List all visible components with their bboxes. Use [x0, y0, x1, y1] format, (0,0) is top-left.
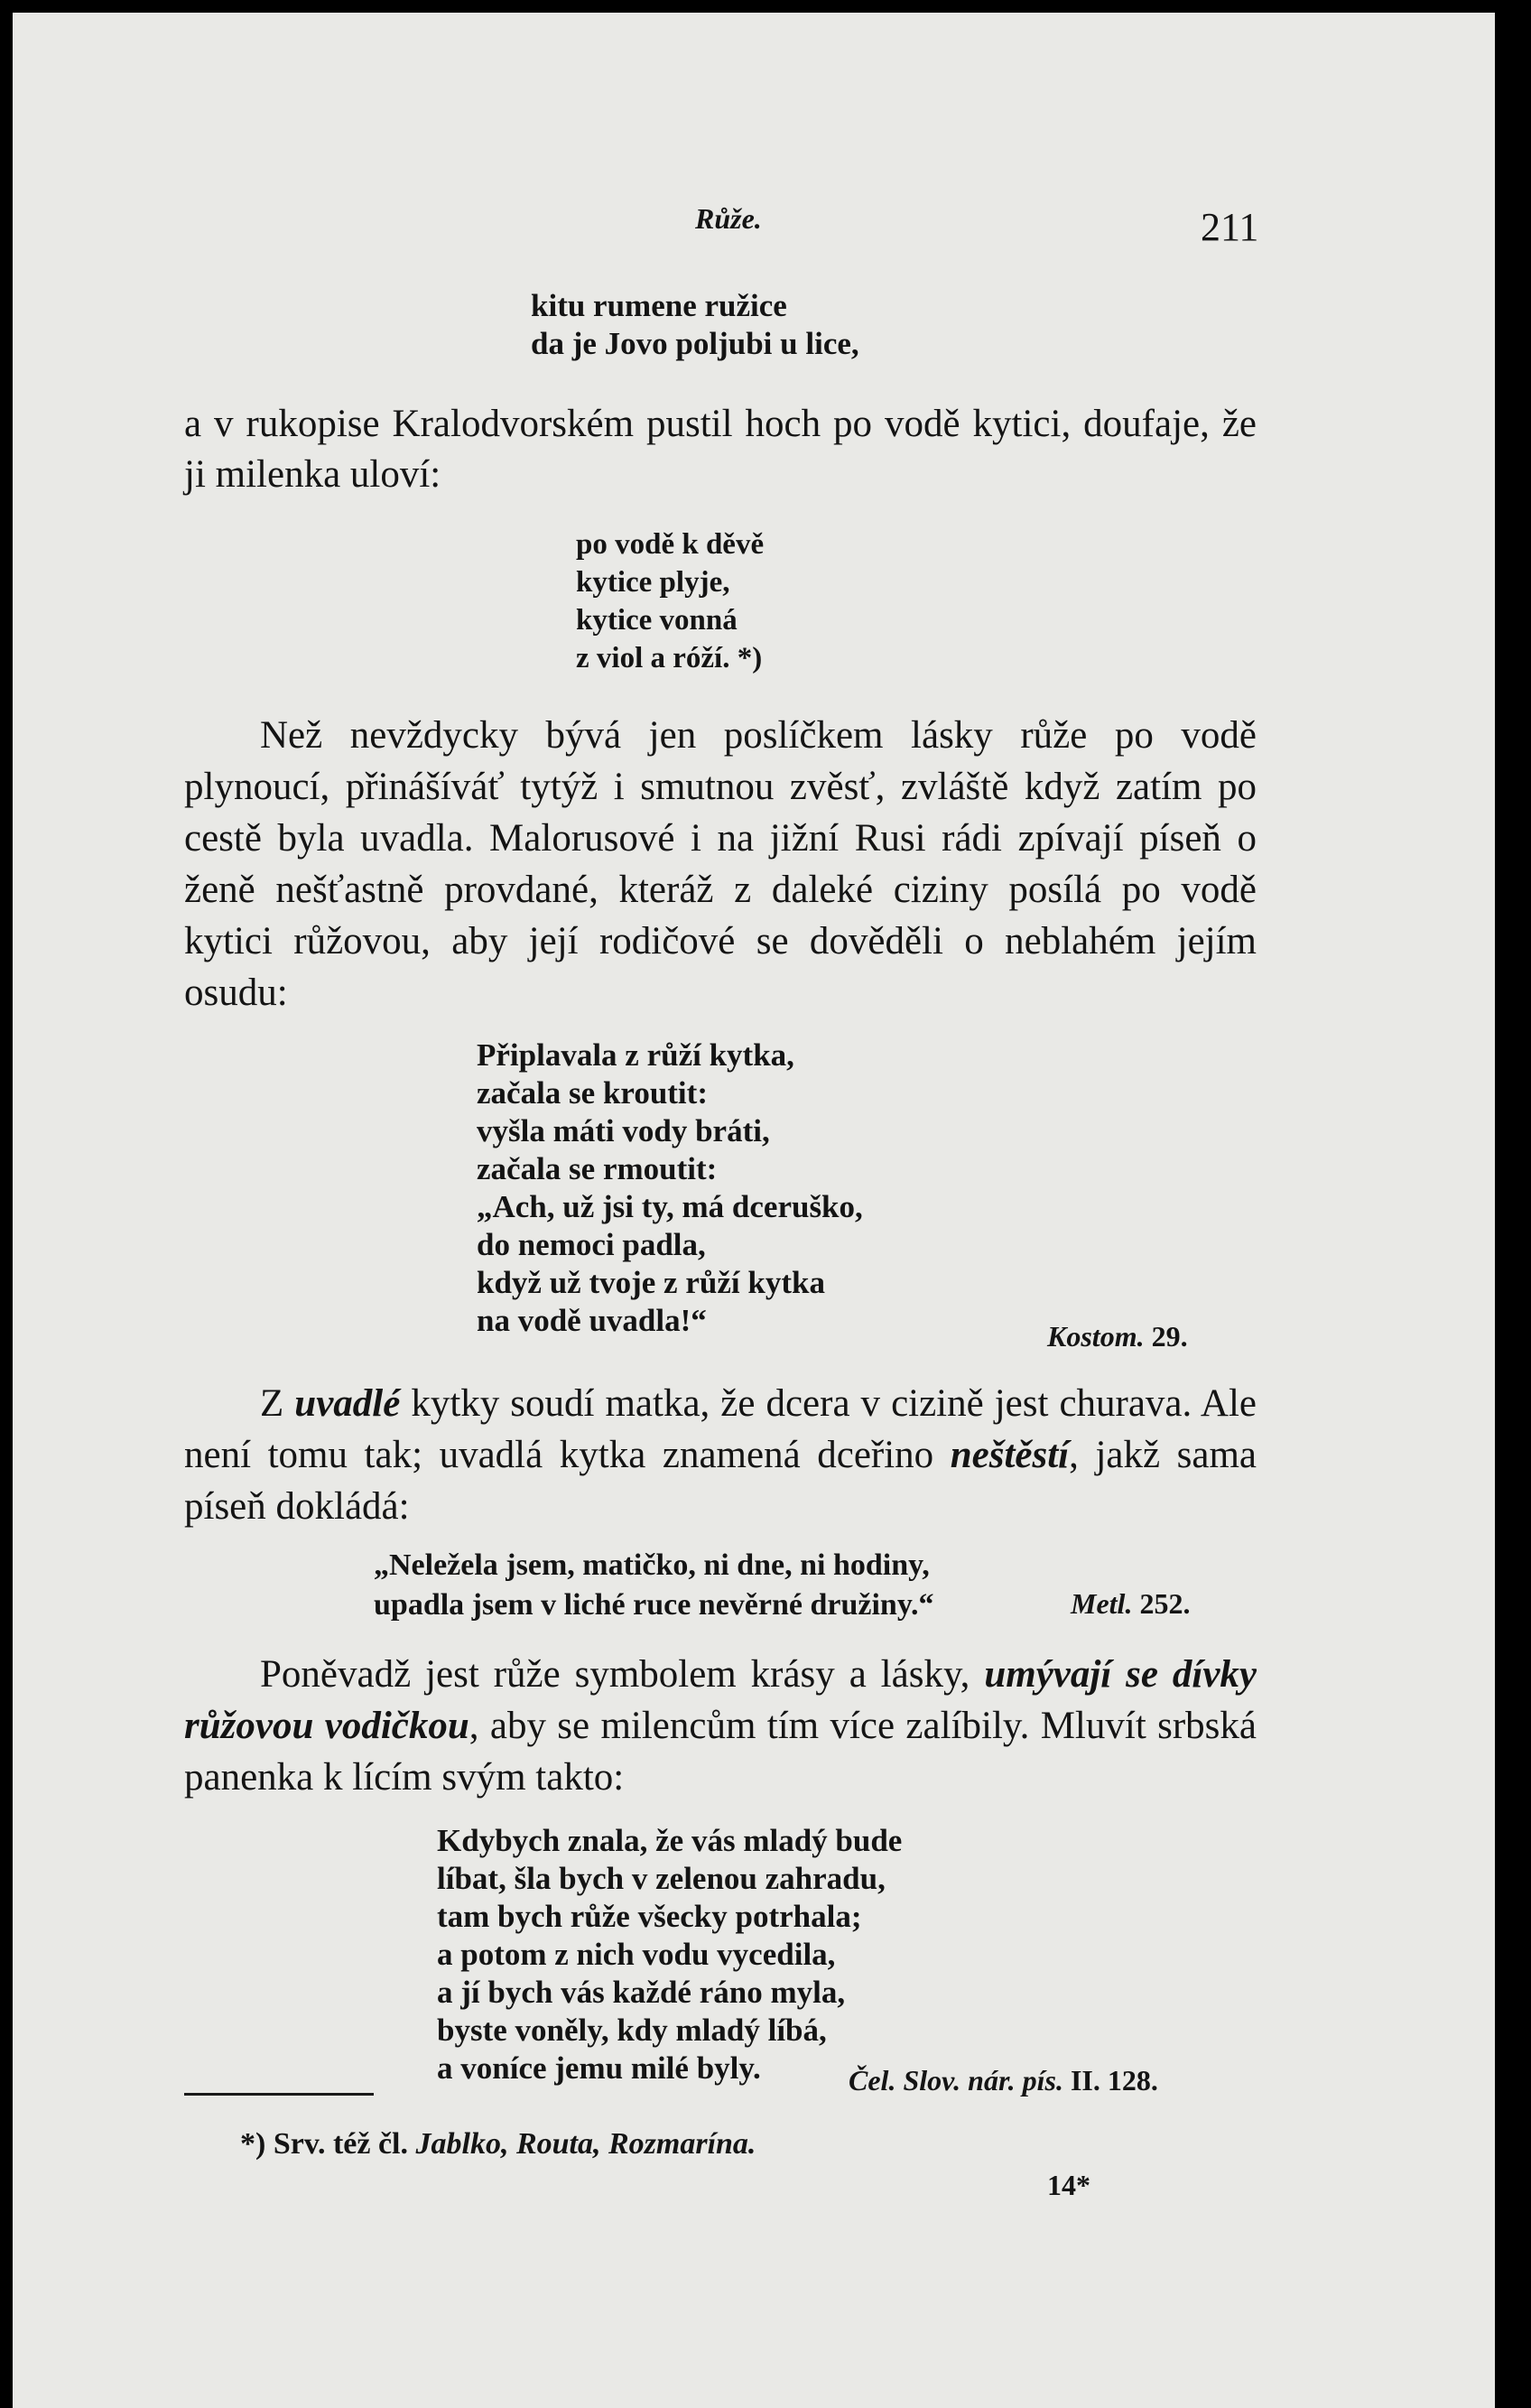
verse-line: kytice vonná [576, 604, 738, 637]
verse-line: „Ach, už jsi ty, má dceruško, [477, 1189, 863, 1224]
page-number: 211 [1201, 205, 1259, 249]
source-work: Kostom. [1047, 1320, 1145, 1353]
para4-end: , aby se milencům tím více zalíbily. Mluvít srbská panenka k lícím svým takto: [184, 1705, 1257, 1799]
verse-line: tam bych růže všecky potrhala; [437, 1899, 862, 1934]
source-number: 29. [1151, 1320, 1188, 1353]
verse-line: začala se kroutit: [477, 1075, 708, 1111]
verse-line: líbat, šla bych v zelenou zahradu, [437, 1861, 886, 1896]
footnote [240, 2127, 756, 2162]
para3-emphasis-nestesti: neštěstí [950, 1434, 1070, 1476]
para3-start: Z [260, 1382, 295, 1425]
verse-line: Připlavala z růží kytka, [477, 1037, 794, 1073]
source-number: II. 128. [1070, 2064, 1158, 2097]
verse-line: kitu rumene ružice [531, 288, 787, 323]
verse-kralodvorsky [576, 525, 764, 677]
para4-start: Poněvadž jest růže symbolem krásy a lásky, [260, 1653, 985, 1696]
verse-line: a potom z nich vodu vycedila, [437, 1937, 836, 1972]
verse-line: „Neležela jsem, matičko, ni dne, ni hodiny, [374, 1548, 930, 1582]
footnote-refs: Jablko, Routa, Rozmarína. [415, 2127, 756, 2161]
book-page [13, 13, 1495, 2408]
verse-line: kytice plyje, [576, 566, 730, 599]
verse-source-kostom [1047, 1320, 1188, 1353]
para3-end: , jakž sama píseň dokládá: [184, 1434, 1257, 1528]
verse-serbian [531, 287, 859, 363]
verse-line: upadla jsem v liché ruce nevěrné družiny.“ [374, 1588, 934, 1622]
verse-line: a voníce jemu milé byly. [437, 2050, 761, 2086]
verse-malorussian [477, 1037, 863, 1340]
verse-line: začala se rmoutit: [477, 1151, 718, 1186]
running-title: Růže. [695, 202, 762, 235]
paragraph-1: a v rukopise Kralodvorském pustil hoch po vodě kytici, doufaje, že ji milenka uloví: [184, 403, 1257, 496]
source-number: 252. [1139, 1587, 1191, 1620]
verse-metl [374, 1546, 933, 1625]
verse-line: do nemoci padla, [477, 1227, 706, 1262]
footnote-marker: *) Srv. též čl. [240, 2127, 416, 2161]
verse-line: z viol a róží. *) [576, 642, 763, 674]
para4-emphasis: umývají se dívky růžovou vodičkou [184, 1653, 1257, 1747]
verse-serbian-maiden [437, 1822, 902, 2087]
source-work: Čel. Slov. nár. pís. [849, 2064, 1063, 2097]
verse-line: da je Jovo poljubi u lice, [531, 326, 859, 361]
paragraph-2: Než nevždycky bývá jen poslíčkem lásky růže po vodě plynoucí, přinášíváť tytýž i smutnou zvěsť, zvláště když zatím po cestě byla uvadla. Malorusové i na jižní Rusi rádi zpívají píseň o ženě nešťastně provdané, kteráž z daleké ciziny posílá po vodě kytici růžovou, aby její rodičové se dověděli o neblahém jejím osudu: [184, 714, 1257, 1014]
para3-middle: kytky soudí matka, že dcera v cizině jest churava. Ale není tomu tak; uvadlá kytka znamená dceřino [184, 1382, 1257, 1476]
verse-line: a jí bych vás každé ráno myla, [437, 1975, 846, 2010]
paragraph-3 [184, 1378, 1257, 1532]
para3-emphasis-uvadle: uvadlé [294, 1382, 401, 1425]
verse-line: vyšla máti vody bráti, [477, 1113, 770, 1148]
verse-line: byste voněly, kdy mladý líbá, [437, 2013, 827, 2048]
footnote-divider [184, 2093, 374, 2096]
verse-source-metl [1071, 1587, 1190, 1621]
paragraph-4 [184, 1649, 1257, 1803]
source-work: Metl. [1071, 1587, 1133, 1620]
verse-source-celakovsky [849, 2064, 1158, 2097]
signature-mark: 14* [1047, 2169, 1090, 2201]
verse-line: po vodě k děvě [576, 528, 765, 561]
verse-line: na vodě uvadla!“ [477, 1303, 707, 1338]
verse-line: když už tvoje z růží kytka [477, 1265, 825, 1300]
verse-line: Kdybych znala, že vás mladý bude [437, 1823, 903, 1858]
